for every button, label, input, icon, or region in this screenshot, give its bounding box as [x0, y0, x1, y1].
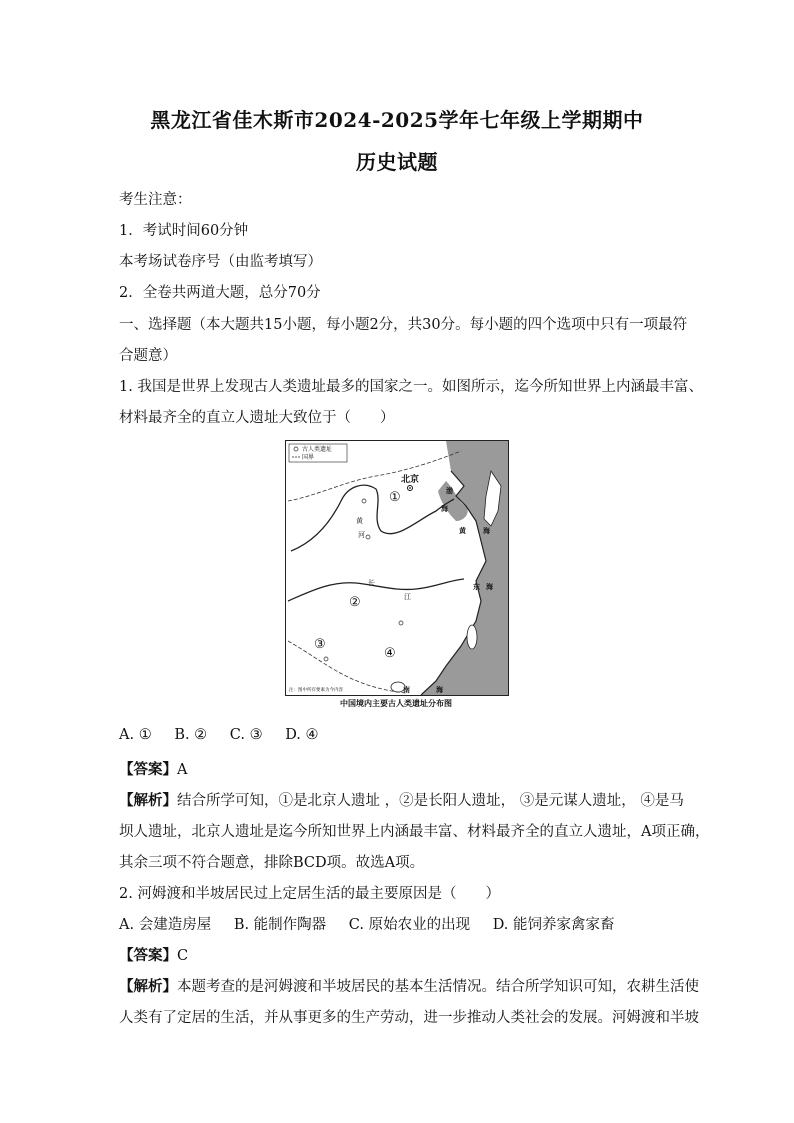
q1-answer — [119, 758, 187, 779]
q1-analysis-label: 【解析】 — [119, 792, 177, 809]
q2-answer — [119, 944, 188, 965]
notice-item-2: 2．全卷共两道大题，总分70分 — [119, 285, 321, 301]
huanghai-label-2: 海 — [483, 526, 490, 535]
q2-option-d: D. 能饲养家禽家畜 — [492, 917, 615, 933]
doc-title: 黑龙江省佳木斯市2024-2025学年七年级上学期期中 — [150, 108, 644, 132]
nanhai-label-2: 海 — [436, 685, 443, 694]
marker-1: ① — [389, 490, 401, 505]
map-note: 注：图中所有要素为今内容 — [289, 688, 343, 693]
donghai-label-1: 东 — [473, 582, 480, 591]
map-caption: 中国境内主要古人类遗址分布图 — [340, 698, 452, 708]
legend-site-label: 古人类遗址 — [302, 446, 333, 453]
site-dot — [366, 535, 370, 539]
legend-border-label: 国界 — [302, 454, 315, 461]
huanghai-label-1: 黄 — [459, 526, 466, 535]
q1-options — [119, 727, 337, 743]
marker-4: ④ — [384, 646, 396, 661]
huanghe-label-2: 河 — [358, 531, 365, 539]
ancient-sites-map — [285, 440, 509, 696]
q2-analysis-line2: 人类有了定居的生活，并从事更多的生产劳动，进一步推动人类社会的发展。河姆渡和半坡 — [119, 1010, 699, 1026]
yangtze-river — [288, 579, 464, 601]
site-dot — [362, 499, 366, 503]
q1-answer-value: A — [177, 762, 188, 778]
changjiang-label-2: 江 — [404, 593, 411, 601]
notice-item-1: 1．考试时间60分钟 — [119, 223, 249, 239]
q2-option-a: A. 会建造房屋 — [119, 917, 212, 933]
section1-intro-line1: 一、选择题（本大题共15小题，每小题2分，共30分。每小题的四个选项中只有一项最符 — [119, 317, 688, 333]
q1-analysis-line3: 其余三项不符合题意，排除BCD项。故选A项。 — [119, 855, 425, 871]
q1-option-a: A. ① — [119, 727, 152, 743]
section1-intro-line2: 合题意） — [119, 348, 177, 364]
q1-stem-line2: 材料最齐全的直立人遗址大致位于（ ） — [119, 410, 395, 426]
notice-item-1b: 本考场试卷序号（由监考填写） — [119, 254, 322, 270]
q1-analysis-line1 — [119, 789, 684, 810]
q1-analysis-line2: 坝人遗址，北京人遗址是迄今所知世界上内涵最丰富、材料最齐全的直立人遗址，A项正确， — [119, 824, 710, 840]
doc-subtitle: 历史试题 — [356, 150, 438, 174]
q2-option-b: B. 能制作陶器 — [233, 917, 327, 933]
marker-2: ② — [349, 595, 361, 610]
q2-stem: 2. 河姆渡和半坡居民过上定居生活的最主要原因是（ ） — [119, 886, 500, 902]
q2-analysis-label: 【解析】 — [119, 978, 177, 995]
q2-analysis-line1 — [119, 975, 699, 996]
nanhai-label-1: 南 — [403, 685, 410, 694]
q1-option-c: C. ③ — [229, 727, 263, 743]
changjiang-label-1: 长 — [368, 579, 375, 587]
q1-analysis-text1: 结合所学可知，①是北京人遗址 ，②是长阳人遗址， ③是元谋人遗址， ④是马 — [177, 793, 684, 809]
site-dot — [399, 621, 403, 625]
q2-option-c: C. 原始农业的出现 — [348, 917, 471, 933]
beijing-dot-inner — [409, 487, 411, 489]
marker-3: ③ — [314, 637, 326, 652]
q1-option-d: D. ④ — [285, 727, 319, 743]
q1-option-b: B. ② — [174, 727, 208, 743]
yellow-river — [291, 485, 454, 551]
q2-answer-value: C — [177, 948, 189, 964]
q2-options — [119, 913, 633, 934]
taiwan-island — [467, 625, 477, 649]
bohai-label-1: 渤 — [446, 486, 453, 495]
donghai-label-2: 海 — [486, 582, 493, 591]
huanghe-label-1: 黄 — [356, 517, 363, 525]
q1-stem-line1: 1. 我国是世界上发现古人类遗址最多的国家之一。如图所示，迄今所知世界上内涵最丰富、 — [119, 379, 703, 395]
q2-answer-label: 【答案】 — [119, 947, 177, 964]
site-dot — [324, 657, 328, 661]
notice-heading: 考生注意： — [119, 192, 192, 208]
q2-analysis-text1: 本题考查的是河姆渡和半坡居民的基本生活情况。结合所学知识可知，农耕生活使 — [177, 979, 699, 995]
bohai-label-2: 海 — [441, 504, 448, 513]
beijing-label: 北京 — [401, 475, 420, 485]
q1-answer-label: 【答案】 — [119, 761, 177, 778]
